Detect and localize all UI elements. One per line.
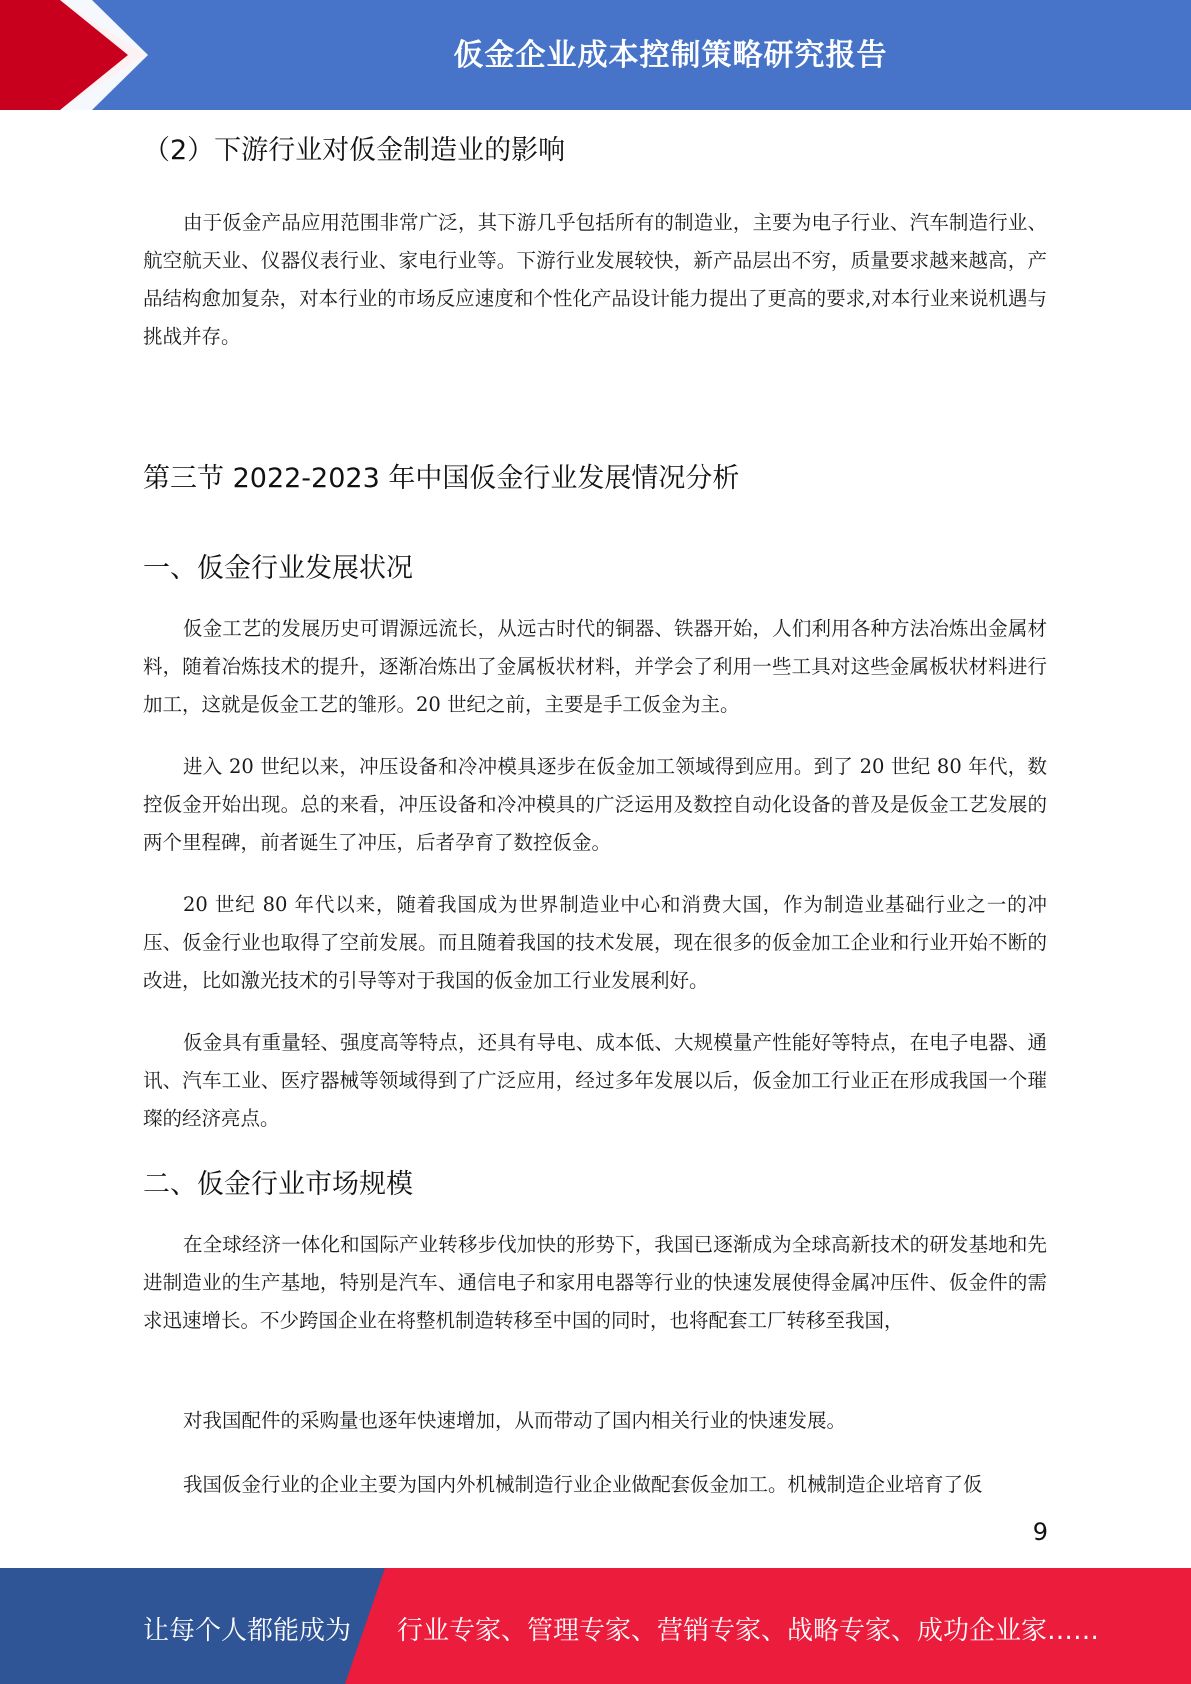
report-title: 仮金企业成本控制策略研究报告 bbox=[453, 38, 888, 73]
chapter-heading: 第三节 2022-2023 年中国仮金行业发展情况分析 bbox=[143, 463, 740, 494]
footer-slogan-left: 让每个人都能成为 bbox=[143, 1616, 352, 1646]
paragraph-6: 对我国配件的采购量也逐年快速增加，从而带动了国内相关行业的快速发展。 bbox=[183, 1409, 847, 1432]
page-footer bbox=[0, 1568, 1191, 1684]
paragraph-7: 我国仮金行业的企业主要为国内外机械制造行业企业做配套仮金加工。机械制造企业培育了仮 bbox=[183, 1473, 983, 1496]
section-heading-1: 一、仮金行业发展状况 bbox=[143, 553, 413, 584]
subsection-heading: （2）下游行业对仮金制造业的影响 bbox=[143, 135, 566, 166]
page-header bbox=[0, 0, 1191, 110]
paragraph-4: 仮金具有重量轻、强度高等特点，还具有导电、成本低、大规模量产性能好等特点，在电子电器、通讯、汽车工业、医疗器械等领域得到了广泛应用，经过多年发展以后，仮金加工行业正在形成我国一个璀璨的经济亮点。 bbox=[143, 1031, 1047, 1130]
paragraph-3: 20 世纪 80 年代以来，随着我国成为世界制造业中心和消费大国，作为制造业基础行业之一的冲压、仮金行业也取得了空前发展。而且随着我国的技术发展，现在很多的仮金加工企业和行业开始不断的改进，比如激光技术的引导等对于我国的仮金加工行业发展利好。 bbox=[143, 893, 1047, 992]
paragraph-1: 仮金工艺的发展历史可谓源远流长，从远古时代的铜器、铁器开始，人们利用各种方法冶炼出金属材料，随着冶炼技术的提升，逐渐冶炼出了金属板状材料，并学会了利用一些工具对这些金属板状材料进行加工，这就是仮金工艺的雏形。20 世纪之前，主要是手工仮金为主。 bbox=[143, 617, 1047, 716]
section-heading-2: 二、仮金行业市场规模 bbox=[143, 1169, 413, 1200]
footer-slogan-right: 行业专家、管理专家、营销专家、战略专家、成功企业家…… bbox=[397, 1616, 1100, 1646]
page-number: 9 bbox=[1032, 1518, 1048, 1546]
paragraph-5: 在全球经济一体化和国际产业转移步伐加快的形势下，我国已逐渐成为全球高新技术的研发基地和先进制造业的生产基地，特别是汽车、通信电子和家用电器等行业的快速发展使得金属冲压件、仮金件的需求迅速增长。不少跨国企业在将整机制造转移至中国的同时，也将配套工厂转移至我国， bbox=[143, 1233, 1047, 1332]
paragraph-2: 进入 20 世纪以来，冲压设备和冷冲模具逐步在仮金加工领域得到应用。到了 20 世纪 80 年代，数控仮金开始出现。总的来看，冲压设备和冷冲模具的广泛运用及数控自动化设备的普及是仮金工艺发展的两个里程碑，前者诞生了冲压，后者孕育了数控仮金。 bbox=[143, 755, 1047, 854]
paragraph-downstream: 由于仮金产品应用范围非常广泛，其下游几乎包括所有的制造业，主要为电子行业、汽车制造行业、航空航天业、仪器仪表行业、家电行业等。下游行业发展较快，新产品层出不穷，质量要求越来越高，产品结构愈加复杂，对本行业的市场反应速度和个性化产品设计能力提出了更高的要求,对本行业来说机遇与挑战并存。 bbox=[143, 211, 1047, 348]
